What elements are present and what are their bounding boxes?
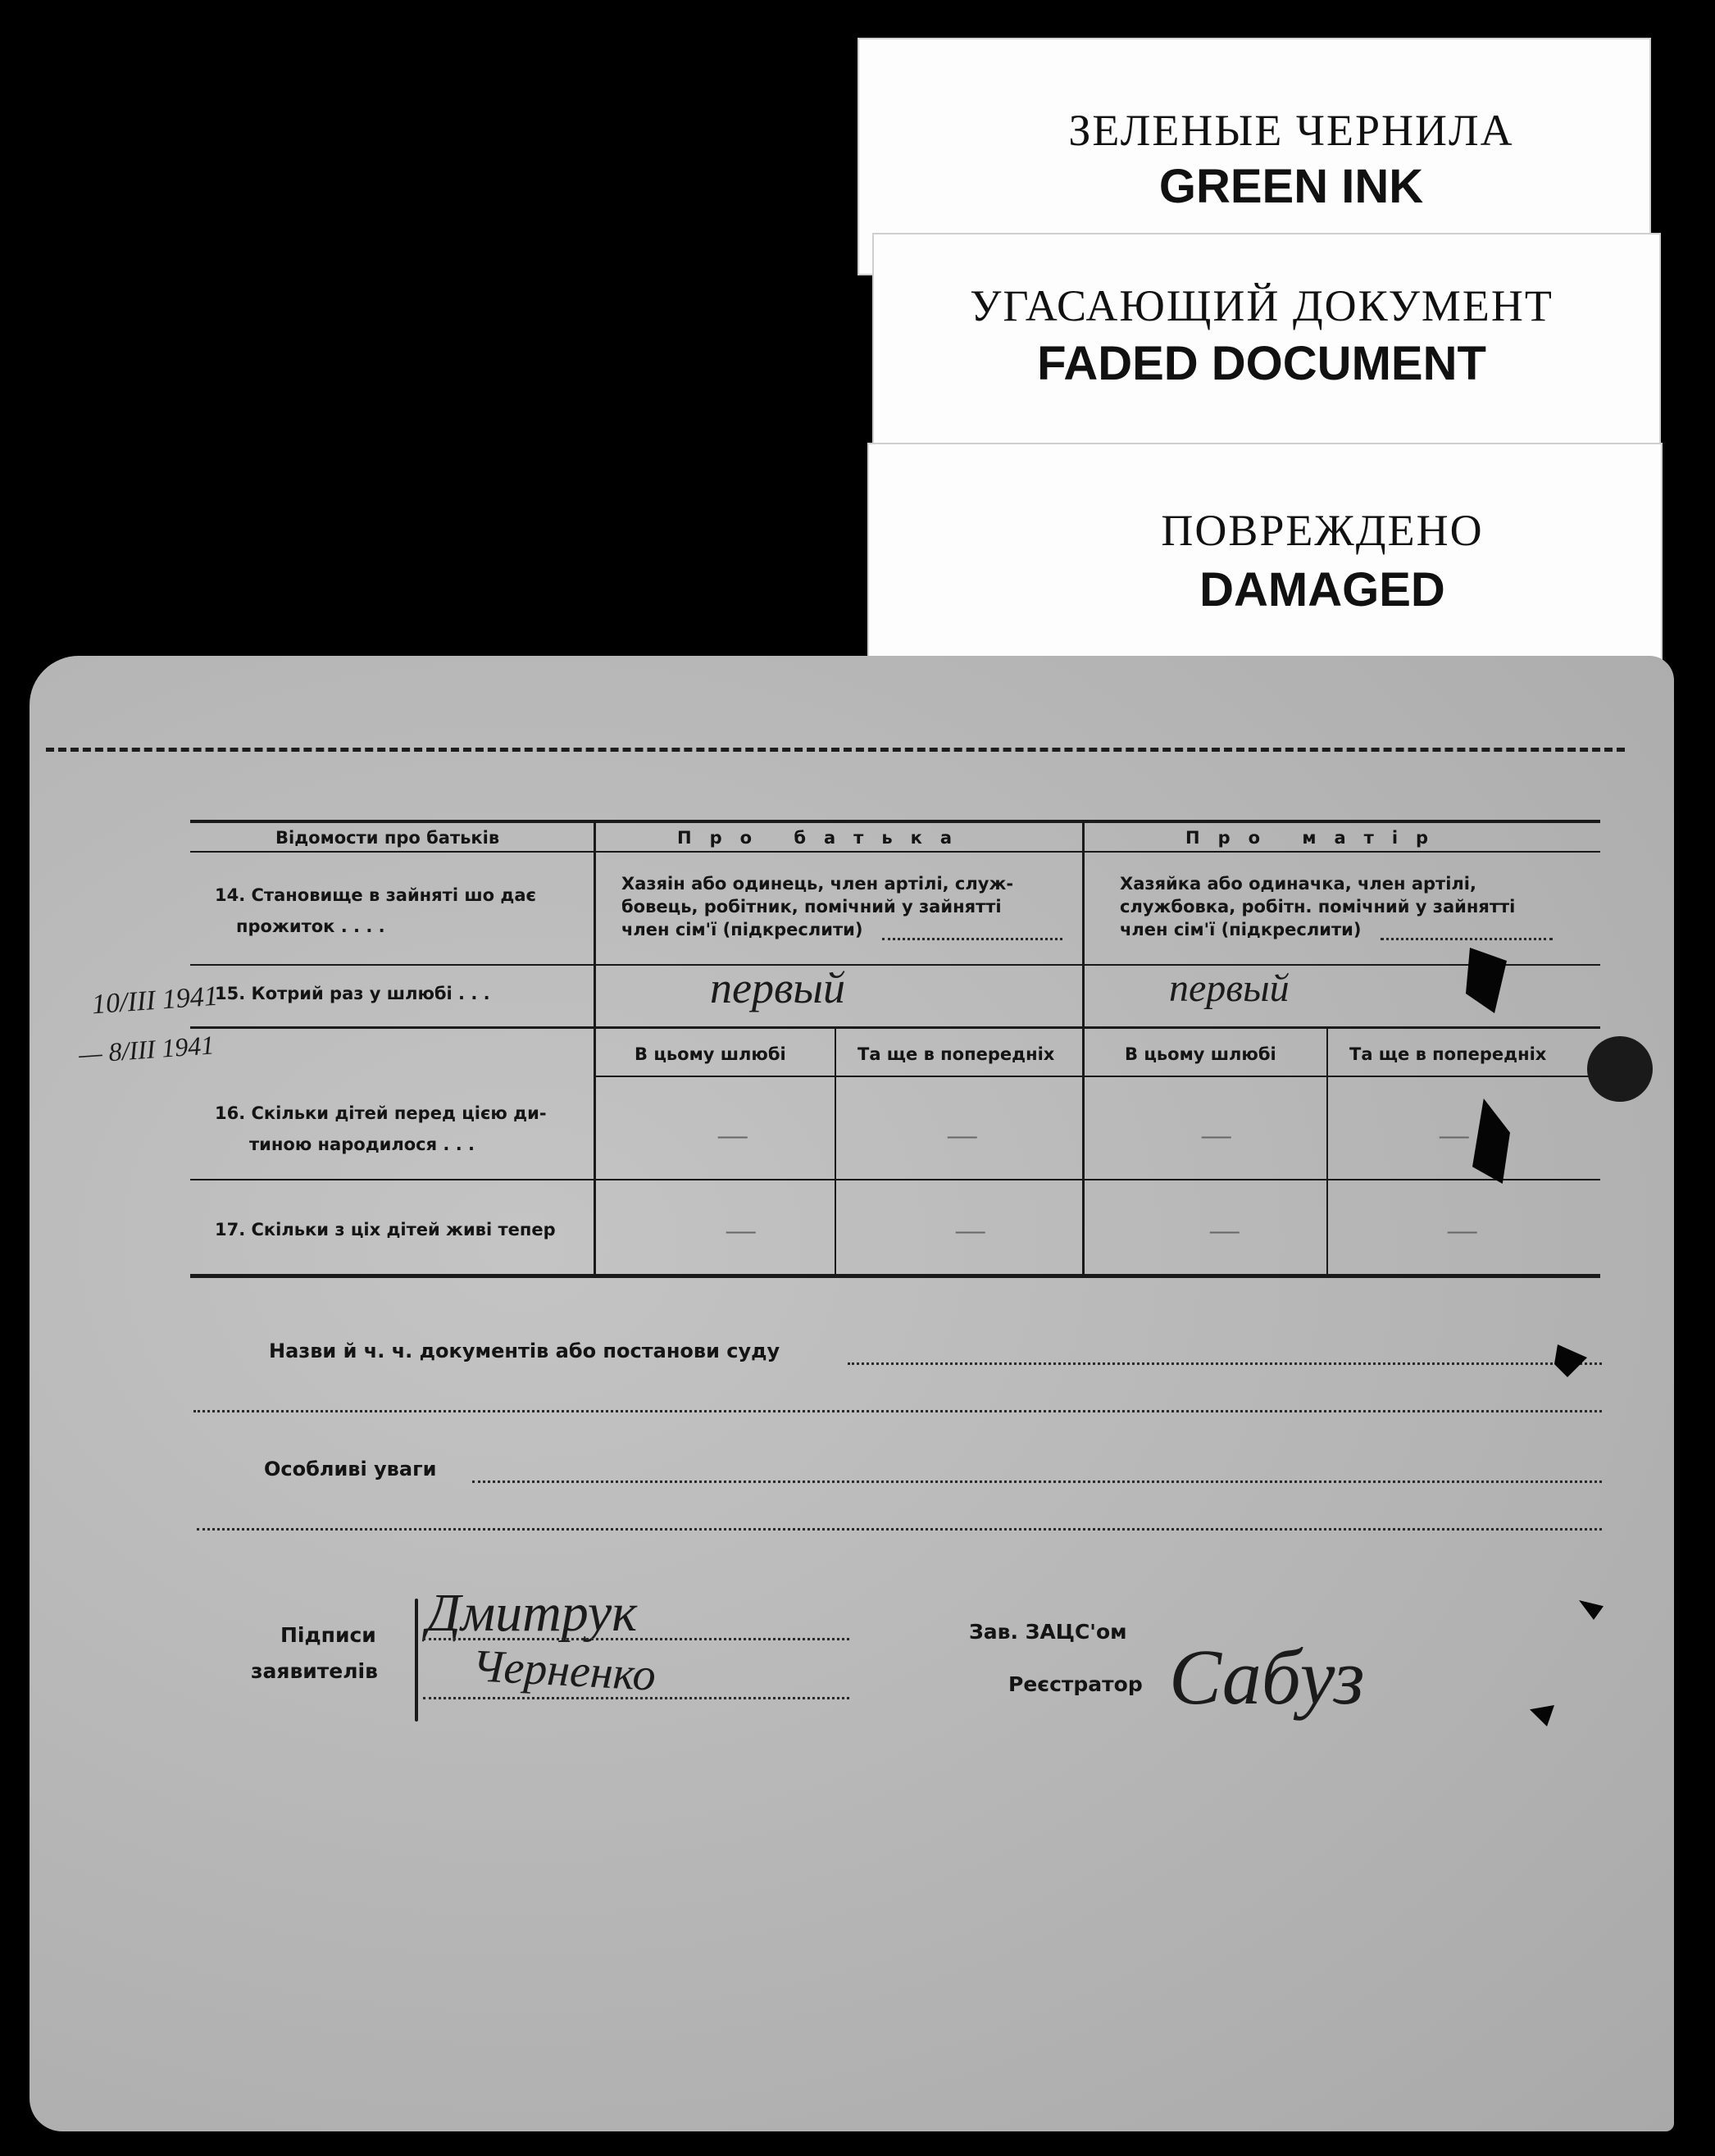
row14-father-line1: Хазяін або одинець, член артілі, служ- — [621, 874, 1014, 894]
documents-dots-1 — [848, 1362, 1602, 1365]
row16-mother-prev-value: — — [1440, 1116, 1469, 1153]
remarks-dots-1 — [472, 1481, 1602, 1483]
signatures-label-line2: заявителів — [251, 1659, 378, 1683]
damage-tear-3 — [1579, 1600, 1604, 1620]
subheader-mother-this-marriage: В цьому шлюбі — [1125, 1044, 1276, 1064]
head-of-registry-label: Зав. ЗАЦС'ом — [969, 1620, 1127, 1644]
row14-label-line2: прожиток . . . . — [236, 917, 385, 936]
subheader-father-previous: Та ще в попередніх — [858, 1044, 1055, 1064]
remarks-label: Особливі уваги — [264, 1458, 437, 1481]
damage-tear-2 — [1472, 1098, 1510, 1184]
damage-hole-1 — [1587, 1036, 1653, 1102]
margin-note-1: 10/III 1941 — [90, 980, 219, 1021]
damage-tear-5 — [1554, 1344, 1587, 1377]
row16-mother-this-value: — — [1202, 1116, 1231, 1153]
faded-document-label-en: FADED DOCUMENT — [1037, 337, 1486, 390]
row16-father-prev-value: — — [948, 1116, 977, 1153]
row14-father-line3: член сім'ї (підкреслити) — [621, 920, 863, 939]
faded-document-label-ru: УГАСАЮЩИЙ ДОКУМЕНТ — [970, 281, 1554, 330]
row17-mother-this-value: — — [1210, 1211, 1240, 1248]
table-header-rule — [190, 851, 1600, 853]
row16-father-this-value: — — [718, 1116, 748, 1153]
damaged-label-ru: ПОВРЕЖДЕНО — [1161, 506, 1484, 555]
green-ink-label-en: GREEN INK — [1158, 160, 1424, 213]
row17-mother-prev-value: — — [1448, 1211, 1477, 1248]
row14-rule — [190, 964, 1600, 966]
row14-father-dots — [882, 938, 1062, 940]
row17-father-this-value: — — [726, 1211, 756, 1248]
subcol-divider-mother — [1326, 1028, 1328, 1277]
registrar-signature: Сабуз — [1169, 1633, 1365, 1721]
perforation-line — [46, 748, 1625, 752]
row14-mother-line2: службовка, робітн. помічний у зайнятті — [1120, 897, 1516, 917]
row17-father-prev-value: — — [956, 1211, 985, 1248]
subheader-father-this-marriage: В цьому шлюбі — [635, 1044, 786, 1064]
row14-father-line2: бовець, робітник, помічний у зайнятті — [621, 897, 1002, 917]
header-parents-info: Відомости про батьків — [275, 828, 500, 848]
row15-mother-value: первый — [1169, 967, 1290, 1010]
row16-label-line2: тиною народилося . . . — [249, 1135, 475, 1154]
documents-label: Назви й ч. ч. документів або постанови суду — [269, 1340, 780, 1362]
header-about-mother: Про матір — [1185, 828, 1447, 848]
col-divider-2 — [1082, 820, 1085, 1277]
col-divider-1 — [594, 820, 596, 1277]
header-about-father: Про батька — [677, 828, 971, 848]
subheader-rule — [595, 1076, 1600, 1077]
damage-tear-1 — [1466, 948, 1507, 1013]
margin-note-2: — 8/III 1941 — [77, 1030, 216, 1069]
row15-rule — [190, 1026, 1600, 1029]
table-bottom-rule — [190, 1274, 1600, 1278]
damage-tear-4 — [1530, 1705, 1554, 1726]
remarks-dots-2 — [197, 1528, 1602, 1531]
row14-mother-dots — [1381, 938, 1553, 940]
damaged-label-en: DAMAGED — [1199, 563, 1445, 616]
table-top-rule — [190, 820, 1600, 823]
registration-form-sheet — [30, 656, 1674, 2131]
row16-rule — [190, 1179, 1600, 1180]
row17-label: 17. Скільки з ціх дітей живі тепер — [215, 1220, 556, 1239]
row14-mother-line1: Хазяйка або одиначка, член артілі, — [1120, 874, 1476, 894]
subcol-divider-father — [835, 1028, 836, 1277]
applicant-signature-2: Черненко — [471, 1640, 657, 1701]
row16-label-line1: 16. Скільки дітей перед цією ди- — [215, 1103, 547, 1123]
signatures-brace — [415, 1599, 418, 1722]
row14-mother-line3: член сім'ї (підкреслити) — [1120, 920, 1362, 939]
damaged-label — [867, 443, 1663, 689]
documents-dots-2 — [193, 1410, 1602, 1412]
applicant-signature-line-2 — [423, 1697, 849, 1699]
applicant-signature-1: Дмитрук — [426, 1583, 638, 1643]
row15-label: 15. Котрий раз у шлюбі . . . — [215, 984, 490, 1003]
registrar-label: Реєстратор — [1008, 1672, 1143, 1696]
signatures-label-line1: Підписи — [280, 1623, 376, 1647]
row15-father-value: первый — [710, 963, 845, 1012]
green-ink-label-ru: ЗЕЛЕНЫЕ ЧЕРНИЛА — [1068, 106, 1514, 155]
faded-document-label — [872, 233, 1661, 471]
subheader-mother-previous: Та ще в попередніх — [1349, 1044, 1547, 1064]
row14-label-line1: 14. Становище в зайняті шо дає — [215, 885, 536, 905]
